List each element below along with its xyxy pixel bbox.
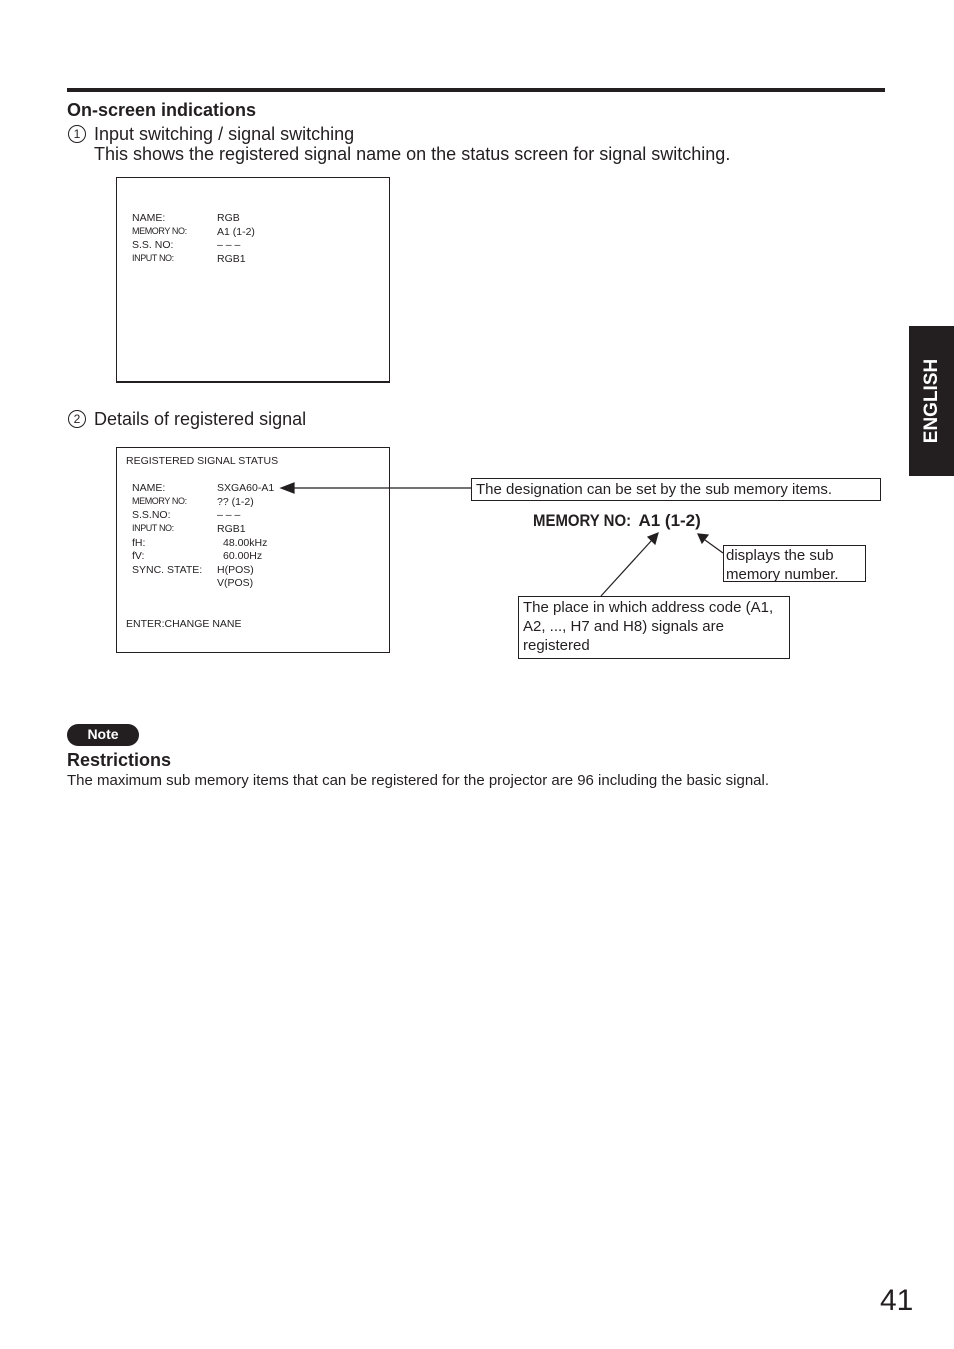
memory-no-label: MEMORY NO: — [533, 511, 632, 530]
item-2-label: Details of registered signal — [94, 409, 307, 429]
row-label: fH: — [132, 537, 146, 549]
row-value: RGB — [217, 212, 240, 224]
row-value: A1 (1-2) — [217, 226, 255, 238]
row-label: S.S.NO: — [132, 509, 171, 521]
row-label: S.S. NO: — [132, 239, 174, 251]
circled-number-1: 1 — [68, 125, 86, 143]
row-value: – – – — [217, 509, 241, 521]
address-code-callout: The place in which address code (A1, A2, ..., H7 and H8) signals are registered — [518, 596, 790, 659]
row-value: V(POS) — [217, 577, 254, 589]
row-label: INPUT NO: — [132, 523, 174, 533]
circled-number-2: 2 — [68, 410, 86, 428]
row-label: INPUT NO: — [132, 253, 174, 263]
page-number: 41 — [880, 1284, 914, 1317]
designation-callout: The designation can be set by the sub memory items. — [471, 478, 881, 501]
row-value: RGB1 — [217, 253, 246, 265]
row-label: fV: — [132, 550, 145, 562]
note-badge: Note — [67, 724, 139, 746]
row-label: MEMORY NO: — [132, 496, 187, 506]
row-value: 60.00Hz — [223, 550, 263, 562]
restrictions-title: Restrictions — [67, 750, 172, 770]
item-1-description: This shows the registered signal name on the status screen for signal switching. — [94, 144, 731, 164]
item-1-label: Input switching / signal switching — [94, 124, 355, 144]
row-label: MEMORY NO: — [132, 226, 187, 236]
sub-memory-callout: displays the sub memory number. — [723, 545, 866, 582]
designation-arrowhead — [281, 483, 294, 493]
memory-no-value: A1 (1-2) — [638, 511, 701, 530]
memory-no-heading — [533, 511, 701, 531]
screen2-footer: ENTER:CHANGE NANE — [126, 618, 242, 630]
row-value: – – – — [217, 239, 241, 251]
address-leader-line — [601, 540, 652, 596]
row-label: NAME: — [132, 212, 166, 224]
restrictions-text: The maximum sub memory items that can be registered for the projector are 96 including the basic signal. — [67, 772, 769, 789]
language-tab — [909, 326, 954, 476]
row-value: SXGA60-A1 — [217, 482, 275, 494]
row-value: RGB1 — [217, 523, 246, 535]
row-label: NAME: — [132, 482, 166, 494]
screen2-title: REGISTERED SIGNAL STATUS — [126, 455, 279, 467]
language-tab-label: ENGLISH — [920, 358, 942, 444]
row-value: ?? (1-2) — [217, 496, 254, 508]
row-label: SYNC. STATE: — [132, 564, 203, 576]
row-value: 48.00kHz — [223, 537, 268, 549]
sub-memory-leader-line — [705, 540, 723, 553]
row-value: H(POS) — [217, 564, 254, 576]
section-title: On-screen indications — [67, 100, 257, 120]
